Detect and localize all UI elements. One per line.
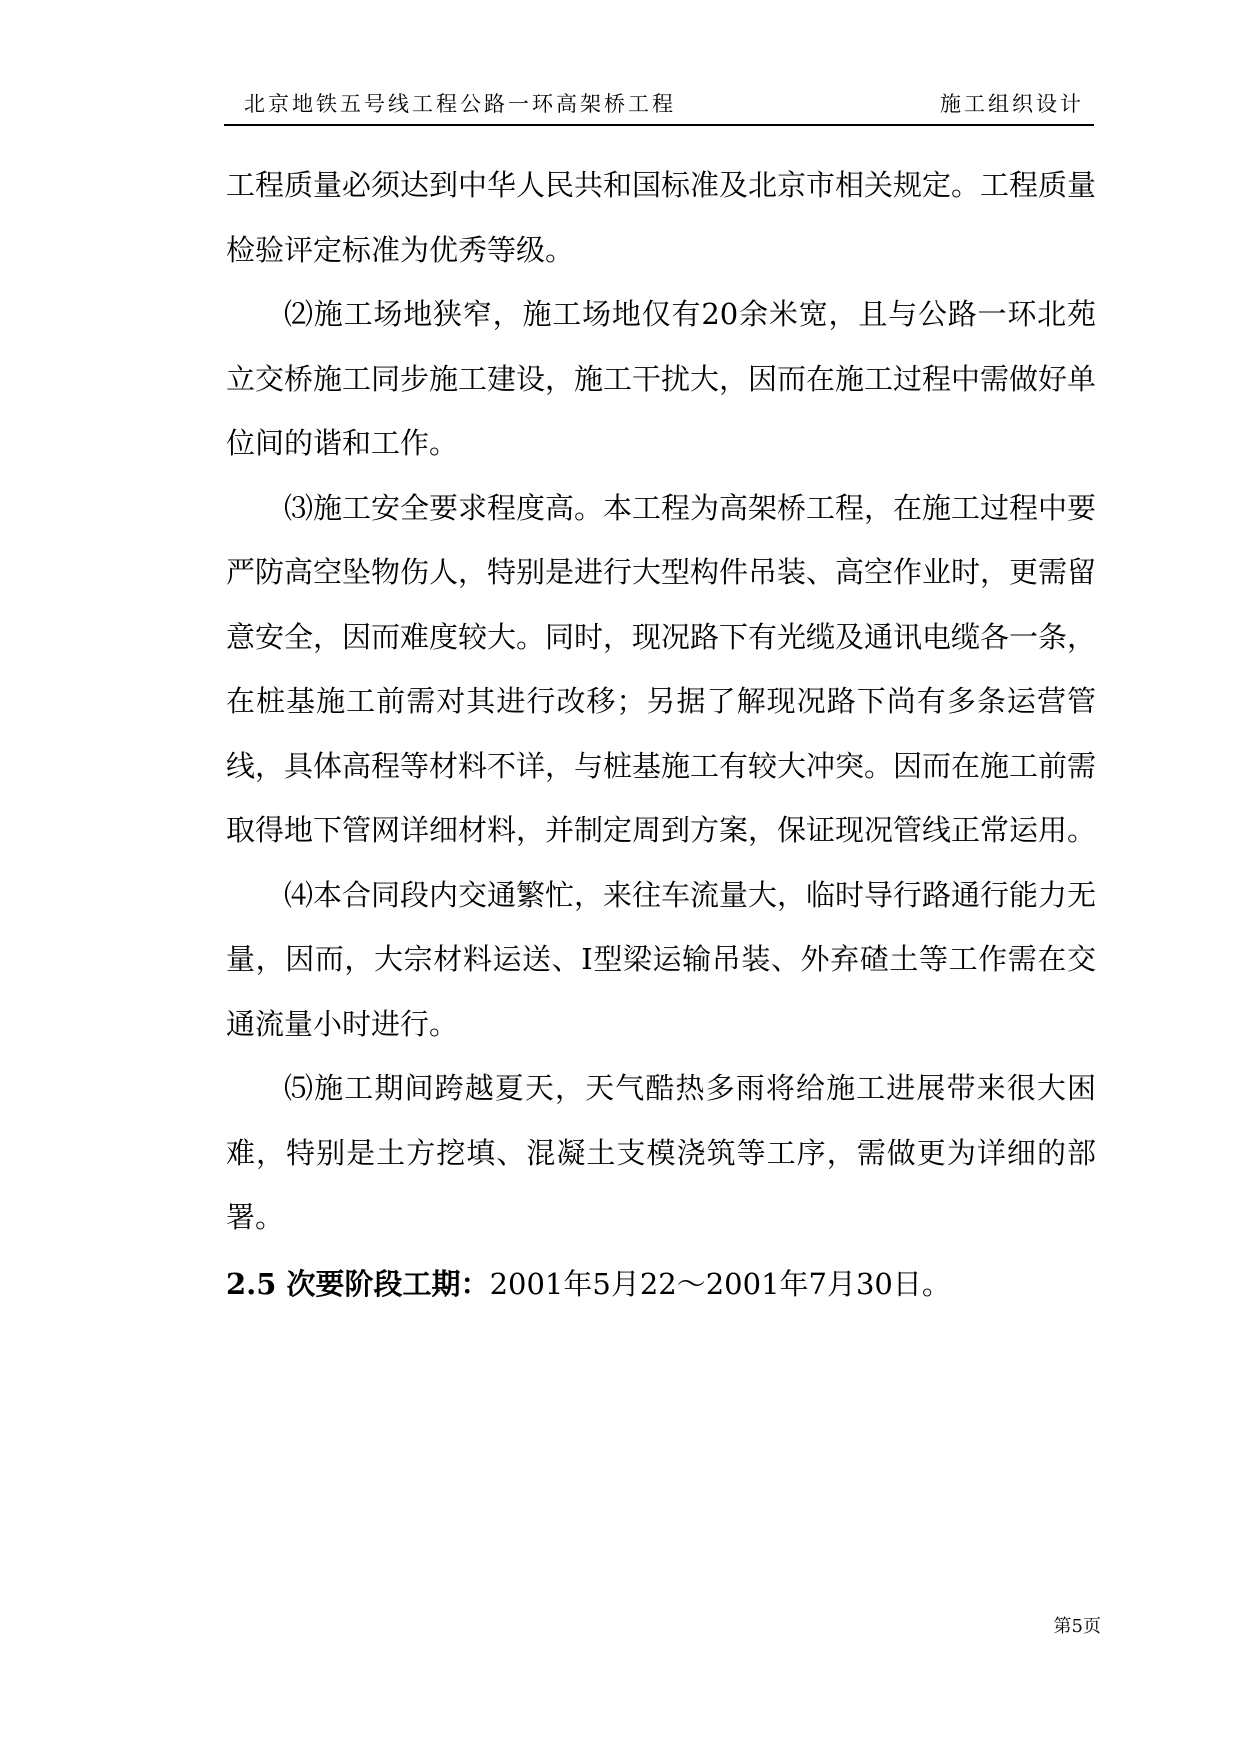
page-number: 第5页 (1053, 1616, 1101, 1637)
paragraph-traffic: ⑷本合同段内交通繁忙，来往车流量大，临时导行路通行能力无量，因而，大宗材料运送、I型梁运输吊装、外弃碴土等工作需在交通流量小时进行。 (226, 877, 1097, 1041)
paragraph-safety: ⑶施工安全要求程度高。本工程为高架桥工程，在施工过程中要严防高空坠物伤人，特别是进行大型构件吊装、高空作业时，更需留意安全，因而难度较大。同时，现况路下有光缆及通讯电缆各一条，在桩基施工前需对其进行改移；另据了解现况路下尚有多条运营管线，具体高程等材料不详，与桩基施工有较大冲突。因而在施工前需取得地下管网详细材料，并制定周到方案，保证现况管线正常运用。 (226, 490, 1097, 847)
header-document-type: 施工组织设计 (940, 92, 1084, 116)
page-header (224, 88, 1094, 124)
paragraph-site-narrow: ⑵施工场地狭窄，施工场地仅有20余米宽，且与公路一环北苑立交桥施工同步施工建设，施工干扰大，因而在施工过程中需做好单位间的谐和工作。 (226, 297, 1097, 460)
section-schedule-text: 2001年5月22～2001年7月30日。 (489, 1266, 951, 1301)
section-heading: 2.5 次要阶段工期： (226, 1266, 490, 1301)
paragraph-summer: ⑸施工期间跨越夏天，天气酷热多雨将给施工进展带来很大困难，特别是土方挖填、混凝土支模浇筑等工序，需做更为详细的部署。 (226, 1071, 1096, 1234)
header-divider (224, 124, 1094, 126)
document-body (226, 153, 1096, 1316)
section-schedule (226, 1252, 1096, 1317)
paragraph-quality: 工程质量必须达到中华人民共和国标准及北京市相关规定。工程质量检验评定标准为优秀等级。 (226, 168, 1097, 267)
header-project-title: 北京地铁五号线工程公路一环高架桥工程 (244, 92, 676, 116)
